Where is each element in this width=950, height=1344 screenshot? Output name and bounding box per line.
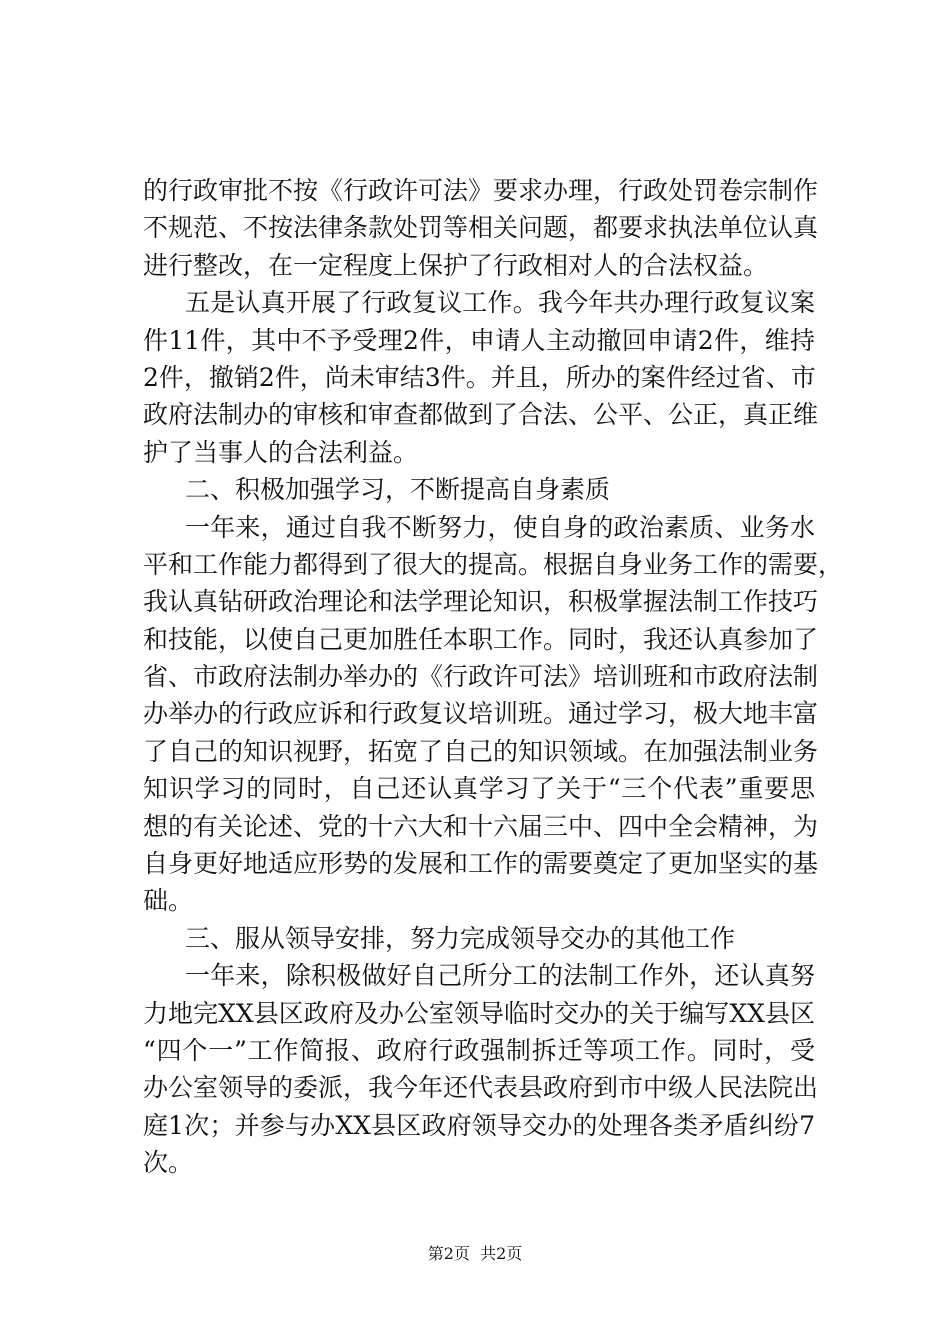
text-line: 进行整改，在一定程度上保护了行政相对人的合法权益。 (143, 250, 769, 280)
text-line: 次。 (143, 1148, 194, 1178)
page-footer (0, 1244, 950, 1264)
text-line: 平和工作能力都得到了很大的提高。根据自身业务工作的需要， (143, 549, 844, 579)
text-line: 想的有关论述、党的十六大和十六届三中、四中全会精神，为 (143, 811, 819, 841)
text-line: 五是认真开展了行政复议工作。我今年共办理行政复议案 (185, 288, 815, 318)
text-line: 我认真钻研政治理论和法学理论知识，积极掌握法制工作技巧 (143, 587, 819, 617)
text-line: 办公室领导的委派，我今年还代表县政府到市中级人民法院出 (143, 1073, 819, 1103)
text-line: 自身更好地适应形势的发展和工作的需要奠定了更加坚实的基 (143, 849, 819, 879)
text-line: 础。 (143, 886, 194, 916)
text-line: 件11件，其中不予受理2件，申请人主动撤回申请2件，维持 (143, 325, 815, 355)
text-line: 政府法制办的审核和审查都做到了合法、公平、公正，真正维 (143, 400, 819, 430)
text-line: 二、积极加强学习，不断提高自身素质 (185, 475, 611, 505)
text-line: 护了当事人的合法利益。 (143, 437, 419, 467)
text-line: 不规范、不按法律条款处罚等相关问题，都要求执法单位认真 (143, 213, 819, 243)
text-line: 的行政审批不按《行政许可法》要求办理，行政处罚卷宗制作 (143, 176, 819, 205)
page-number-label: 第2页 共2页 (427, 1244, 523, 1263)
text-line: 知识学习的同时，自己还认真学习了关于“三个代表”重要思 (143, 774, 815, 804)
text-line: 2件，撤销2件，尚未审结3件。并且，所办的案件经过省、市 (143, 362, 816, 392)
text-line: 力地完XX县区政府及办公室领导临时交办的关于编写XX县区 (143, 998, 815, 1028)
text-line: 庭1次；并参与办XX县区政府领导交办的处理各类矛盾纠纷7 (143, 1110, 815, 1140)
text-line: 了自己的知识视野，拓宽了自己的知识领域。在加强法制业务 (143, 736, 819, 766)
body-text (143, 172, 844, 1182)
text-line: 办举办的行政应诉和行政复议培训班。通过学习，极大地丰富 (143, 699, 819, 729)
text-line: “四个一”工作简报、政府行政强制拆迁等项工作。同时，受 (143, 1035, 815, 1065)
text-line: 一年来，除积极做好自己所分工的法制工作外，还认真努 (185, 961, 815, 991)
text-line: 一年来，通过自我不断努力，使自身的政治素质、业务水 (185, 512, 815, 542)
text-line: 三、服从领导安排，努力完成领导交办的其他工作 (185, 923, 736, 953)
text-line: 省、市政府法制办举办的《行政许可法》培训班和市政府法制 (143, 662, 819, 692)
text-line: 和技能，以使自己更加胜任本职工作。同时，我还认真参加了 (143, 624, 819, 654)
